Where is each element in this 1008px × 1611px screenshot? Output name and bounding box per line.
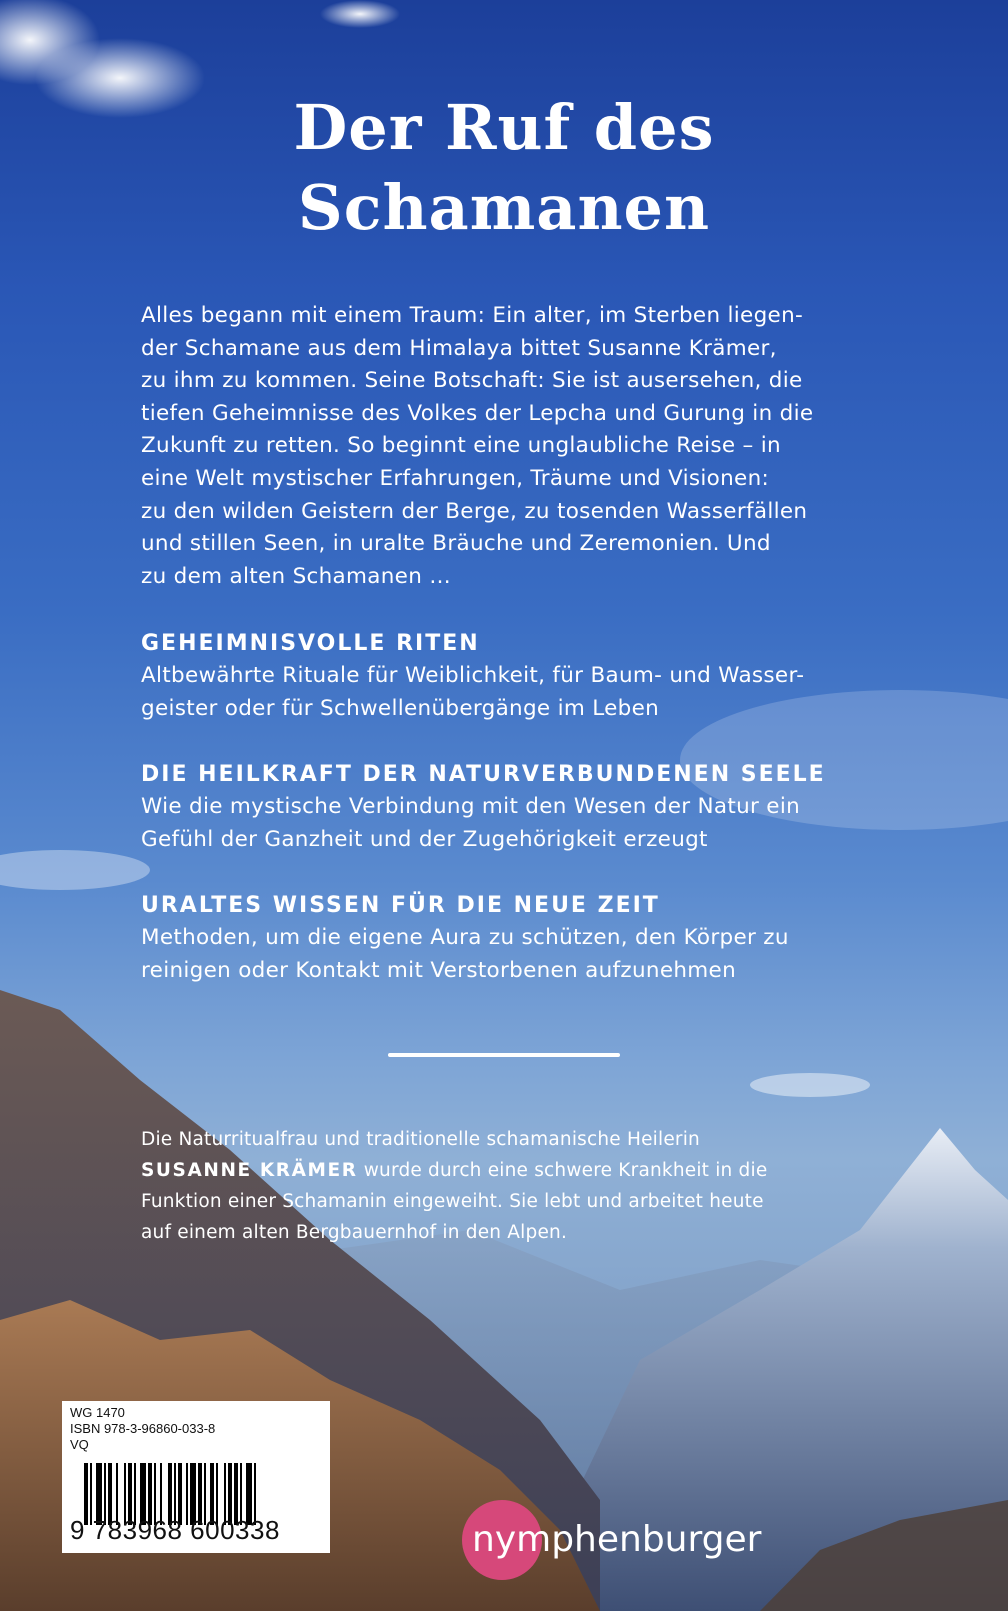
feature-text: [141, 660, 881, 725]
blurb-line: zu ihm zu kommen. Seine Botschaft: Sie ist ausersehen, die: [141, 368, 803, 394]
author-line: Funktion einer Schamanin eingeweiht. Sie lebt und arbeitet heute: [141, 1191, 764, 1212]
blurb-line: eine Welt mystischer Erfahrungen, Träume und Visionen:: [141, 465, 770, 491]
author-name: SUSANNE KRÄMER: [141, 1160, 358, 1181]
section-divider: [388, 1053, 620, 1057]
feature-heading: GEHEIMNISVOLLE RITEN: [141, 631, 480, 656]
blurb-line: zu den wilden Geistern der Berge, zu tosenden Wasserfällen: [141, 498, 808, 524]
publisher-name: nymphenburger: [472, 1519, 762, 1560]
title-line: Schamanen: [297, 171, 711, 244]
blurb-line: und stillen Seen, in uralte Bräuche und Zeremonien. Und: [141, 531, 771, 557]
feature-line: reinigen oder Kontakt mit Verstorbenen aufzunehmen: [141, 957, 736, 983]
feature-section: [141, 890, 881, 987]
feature-text: [141, 791, 881, 856]
blurb-paragraph: [141, 300, 881, 593]
blurb-line: tiefen Geheimnisse des Volkes der Lepcha und Gurung in die: [141, 400, 814, 426]
feature-section: [141, 628, 881, 725]
blurb-line: der Schamane aus dem Himalaya bittet Susanne Krämer,: [141, 335, 777, 361]
blurb-line: Alles begann mit einem Traum: Ein alter, im Sterben liegen-: [141, 303, 804, 328]
feature-heading: DIE HEILKRAFT DER NATURVERBUNDENEN SEELE: [141, 762, 826, 787]
isbn: ISBN 978-3-96860-033-8: [70, 1421, 216, 1436]
warengruppe: WG 1470: [70, 1405, 125, 1420]
author-line: [141, 1155, 881, 1186]
book-title: [0, 88, 1008, 248]
haze: [0, 850, 150, 890]
feature-heading: URALTES WISSEN FÜR DIE NEUE ZEIT: [141, 893, 660, 918]
feature-text: [141, 922, 881, 987]
author-line: Die Naturritualfrau und traditionelle schamanische Heilerin: [141, 1129, 700, 1150]
author-line: auf einem alten Bergbauernhof in den Alpen.: [141, 1222, 568, 1243]
barcode-label: [62, 1401, 330, 1553]
feature-line: geister oder für Schwellenübergänge im Leben: [141, 695, 660, 721]
barcode-meta: [70, 1405, 215, 1453]
barcode-number: 9 783968 600338: [70, 1515, 280, 1545]
publisher-logo: [462, 1500, 782, 1580]
feature-line: Wie die mystische Verbindung mit den Wesen der Natur ein: [141, 794, 801, 819]
author-bio: [141, 1124, 881, 1248]
feature-section: [141, 759, 881, 856]
title-line: Der Ruf des: [293, 91, 715, 164]
blurb-line: zu dem alten Schamanen …: [141, 563, 452, 589]
feature-line: Methoden, um die eigene Aura zu schützen, den Körper zu: [141, 925, 789, 950]
cloud: [320, 0, 400, 28]
author-line-rest: wurde durch eine schwere Krankheit in die: [357, 1160, 768, 1181]
feature-line: Gefühl der Ganzheit und der Zugehörigkeit erzeugt: [141, 826, 708, 852]
haze: [750, 1073, 870, 1097]
feature-line: Altbewährte Rituale für Weiblichkeit, für Baum- und Wasser-: [141, 663, 805, 688]
blurb-line: Zukunft zu retten. So beginnt eine unglaubliche Reise – in: [141, 433, 781, 459]
vq-code: VQ: [70, 1437, 89, 1452]
